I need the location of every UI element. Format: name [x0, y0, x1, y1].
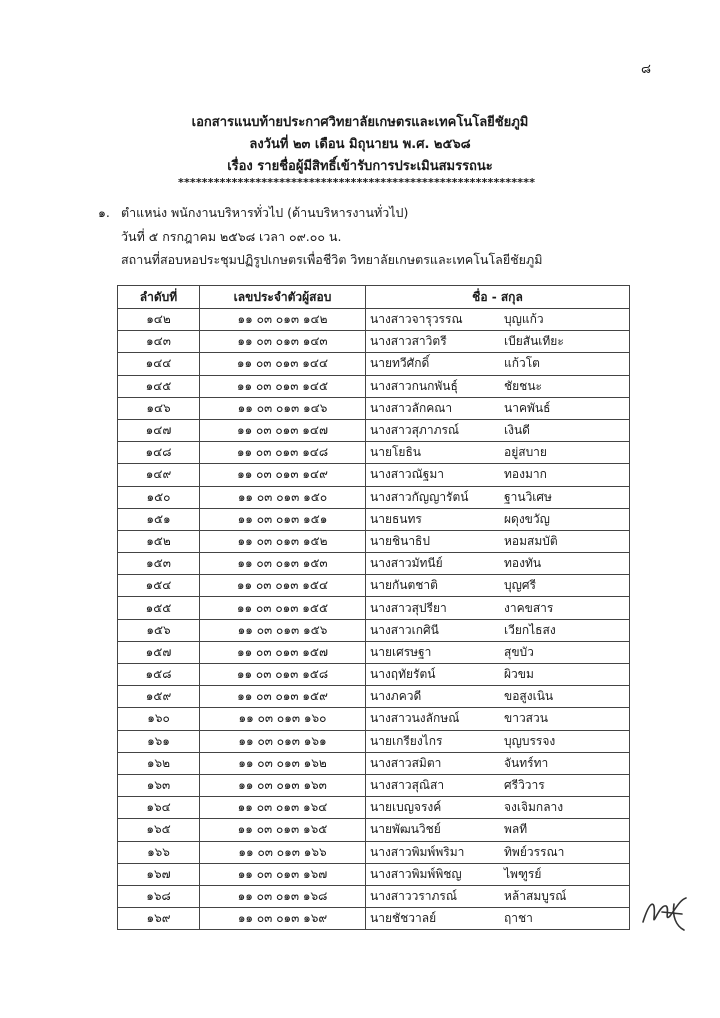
- row-full-name: [366, 619, 630, 641]
- row-order: ๑๖๑: [118, 730, 200, 752]
- table-row: [118, 908, 630, 930]
- row-exam-id: ๑๑ ๐๓ ๐๑๓ ๑๕๐: [200, 486, 366, 508]
- row-last-name: ฤาชา: [504, 911, 533, 926]
- row-last-name: ขาวสวน: [504, 711, 548, 726]
- row-full-name: [366, 708, 630, 730]
- row-last-name: ขอสูงเนิน: [504, 689, 554, 704]
- row-first-name: นางสาวเกศินี: [370, 622, 439, 637]
- exam-date: วันที่ ๕ กรกฎาคม ๒๕๖๘: [121, 229, 256, 244]
- row-full-name: [366, 442, 630, 464]
- table-row: [118, 575, 630, 597]
- row-full-name: [366, 353, 630, 375]
- table-row: [118, 530, 630, 552]
- row-first-name: นายโยธิน: [370, 445, 421, 460]
- row-full-name: [366, 309, 630, 331]
- row-first-name: นางฤทัยรัตน์: [370, 667, 436, 682]
- row-last-name: หอมสมบัติ: [504, 533, 558, 548]
- exam-schedule: [121, 227, 521, 247]
- row-first-name: นายเศรษฐา: [370, 644, 432, 659]
- position-title: ตำแหน่ง พนักงานบริหารทั่วไป (ด้านบริหารงานทั่วไป): [121, 205, 409, 220]
- row-full-name: [366, 752, 630, 774]
- row-first-name: นายเกรียงไกร: [370, 733, 443, 748]
- row-exam-id: ๑๑ ๐๓ ๐๑๓ ๑๔๙: [200, 464, 366, 486]
- row-order: ๑๔๖: [118, 397, 200, 419]
- table-row: [118, 774, 630, 796]
- row-last-name: จันทร์ทา: [504, 755, 549, 770]
- table-row: [118, 331, 630, 353]
- table-row: [118, 464, 630, 486]
- row-order: ๑๖๖: [118, 841, 200, 863]
- table-row: [118, 597, 630, 619]
- row-full-name: [366, 664, 630, 686]
- row-first-name: นางสาวจารุวรรณ: [370, 312, 463, 327]
- row-first-name: นางสาวพิมพ์พิชญ: [370, 866, 462, 881]
- row-full-name: [366, 375, 630, 397]
- row-last-name: เบียสันเทียะ: [504, 334, 564, 349]
- row-first-name: นางสาวสุณิสา: [370, 778, 445, 793]
- row-exam-id: ๑๑ ๐๓ ๐๑๓ ๑๕๓: [200, 553, 366, 575]
- row-full-name: [366, 819, 630, 841]
- row-full-name: [366, 885, 630, 907]
- row-order: ๑๖๓: [118, 774, 200, 796]
- exam-time: เวลา ๐๙.๐๐ น.: [259, 229, 342, 244]
- row-exam-id: ๑๑ ๐๓ ๐๑๓ ๑๔๒: [200, 309, 366, 331]
- row-order: ๑๕๕: [118, 597, 200, 619]
- row-full-name: [366, 419, 630, 441]
- row-full-name: [366, 774, 630, 796]
- row-last-name: พลที: [504, 822, 528, 837]
- header-separator: ************************************************************: [178, 176, 536, 189]
- row-full-name: [366, 730, 630, 752]
- row-order: ๑๔๙: [118, 464, 200, 486]
- page-number: ๘: [641, 62, 652, 77]
- row-exam-id: ๑๑ ๐๓ ๐๑๓ ๑๖๙: [200, 908, 366, 930]
- row-last-name: ทองมาก: [504, 467, 547, 482]
- header-subject: เรื่อง รายชื่อผู้มีสิทธิ์เข้ารับการประเมินสมรรถนะ: [227, 159, 493, 174]
- row-order: ๑๖๙: [118, 908, 200, 930]
- row-first-name: นางสาววราภรณ์: [370, 888, 458, 903]
- row-last-name: สุขบัว: [504, 644, 534, 659]
- section-number: ๑.: [98, 205, 110, 220]
- row-exam-id: ๑๑ ๐๓ ๐๑๓ ๑๖๘: [200, 885, 366, 907]
- table-row: [118, 708, 630, 730]
- row-first-name: นายชัชวาลย์: [370, 911, 437, 926]
- document-header: [0, 112, 720, 178]
- row-first-name: นายทวีศักดิ์: [370, 356, 430, 371]
- header-exam-id: เลขประจำตัวผู้สอบ: [200, 286, 366, 309]
- row-first-name: นางสาวณัฐมา: [370, 467, 445, 482]
- signature-mark: [640, 892, 692, 936]
- row-last-name: เวียกไธสง: [504, 622, 556, 637]
- row-first-name: นางสาวสุภาภรณ์: [370, 423, 460, 438]
- row-exam-id: ๑๑ ๐๓ ๐๑๓ ๑๕๘: [200, 664, 366, 686]
- row-exam-id: ๑๑ ๐๓ ๐๑๓ ๑๕๔: [200, 575, 366, 597]
- row-full-name: [366, 797, 630, 819]
- row-full-name: [366, 530, 630, 552]
- row-first-name: นายพัฒนวิชย์: [370, 822, 441, 837]
- row-exam-id: ๑๑ ๐๓ ๐๑๓ ๑๕๒: [200, 530, 366, 552]
- row-order: ๑๕๔: [118, 575, 200, 597]
- table-row: [118, 353, 630, 375]
- row-last-name: ทิพย์วรรณา: [504, 844, 565, 859]
- row-first-name: นายกันตชาติ: [370, 578, 438, 593]
- row-exam-id: ๑๑ ๐๓ ๐๑๓ ๑๖๔: [200, 797, 366, 819]
- row-last-name: ชัยชนะ: [504, 378, 542, 393]
- row-exam-id: ๑๑ ๐๓ ๐๑๓ ๑๔๘: [200, 442, 366, 464]
- candidate-table: [117, 285, 630, 930]
- row-exam-id: ๑๑ ๐๓ ๐๑๓ ๑๔๖: [200, 397, 366, 419]
- table-row: [118, 553, 630, 575]
- row-last-name: หล้าสมบูรณ์: [504, 888, 567, 903]
- row-last-name: ผดุงขวัญ: [504, 511, 550, 526]
- row-first-name: นางสาวพิมพ์พริมา: [370, 844, 465, 859]
- row-last-name: บุญบรรจง: [504, 733, 556, 748]
- row-full-name: [366, 575, 630, 597]
- row-exam-id: ๑๑ ๐๓ ๐๑๓ ๑๕๙: [200, 686, 366, 708]
- row-exam-id: ๑๑ ๐๓ ๐๑๓ ๑๕๕: [200, 597, 366, 619]
- row-order: ๑๕๘: [118, 664, 200, 686]
- row-order: ๑๔๗: [118, 419, 200, 441]
- row-first-name: นางสาวสุปรียา: [370, 600, 447, 615]
- table-row: [118, 375, 630, 397]
- row-order: ๑๕๓: [118, 553, 200, 575]
- table-header-row: [118, 286, 630, 309]
- row-last-name: ผิวขม: [504, 667, 534, 682]
- row-full-name: [366, 553, 630, 575]
- table-row: [118, 419, 630, 441]
- row-order: ๑๕๖: [118, 619, 200, 641]
- position-line: [0, 203, 720, 223]
- row-exam-id: ๑๑ ๐๓ ๐๑๓ ๑๖๑: [200, 730, 366, 752]
- row-first-name: นายเบญจรงค์: [370, 800, 442, 815]
- row-exam-id: ๑๑ ๐๓ ๐๑๓ ๑๔๕: [200, 375, 366, 397]
- table-row: [118, 797, 630, 819]
- table-row: [118, 863, 630, 885]
- row-exam-id: ๑๑ ๐๓ ๐๑๓ ๑๖๖: [200, 841, 366, 863]
- table-row: [118, 309, 630, 331]
- row-order: ๑๖๕: [118, 819, 200, 841]
- row-order: ๑๔๔: [118, 353, 200, 375]
- row-full-name: [366, 597, 630, 619]
- header-date: ลงวันที่ ๒๓ เดือน มิถุนายน พ.ศ. ๒๕๖๘: [249, 137, 471, 152]
- table-row: [118, 664, 630, 686]
- table-row: [118, 508, 630, 530]
- row-first-name: นายชินาธิป: [370, 533, 430, 548]
- row-order: ๑๖๗: [118, 863, 200, 885]
- row-last-name: ไพฑูรย์: [504, 866, 542, 881]
- row-order: ๑๕๗: [118, 641, 200, 663]
- table-row: [118, 486, 630, 508]
- row-full-name: [366, 641, 630, 663]
- row-order: ๑๔๒: [118, 309, 200, 331]
- row-order: ๑๔๕: [118, 375, 200, 397]
- row-first-name: นางสาวสมิตา: [370, 755, 442, 770]
- table-row: [118, 641, 630, 663]
- row-order: ๑๕๒: [118, 530, 200, 552]
- row-order: ๑๕๑: [118, 508, 200, 530]
- table-row: [118, 619, 630, 641]
- table-row: [118, 442, 630, 464]
- row-last-name: งาคขสาร: [504, 600, 554, 615]
- row-order: ๑๖๔: [118, 797, 200, 819]
- row-last-name: ฐานวิเศษ: [504, 489, 552, 504]
- header-full-name: ชื่อ - สกุล: [366, 286, 630, 309]
- row-order: ๑๕๙: [118, 686, 200, 708]
- row-order: ๑๔๘: [118, 442, 200, 464]
- row-exam-id: ๑๑ ๐๓ ๐๑๓ ๑๕๗: [200, 641, 366, 663]
- row-first-name: นางภควดี: [370, 689, 422, 704]
- row-exam-id: ๑๑ ๐๓ ๐๑๓ ๑๖๗: [200, 863, 366, 885]
- row-full-name: [366, 686, 630, 708]
- row-order: ๑๕๐: [118, 486, 200, 508]
- row-exam-id: ๑๑ ๐๓ ๐๑๓ ๑๔๔: [200, 353, 366, 375]
- table-row: [118, 752, 630, 774]
- row-exam-id: ๑๑ ๐๓ ๐๑๓ ๑๖๐: [200, 708, 366, 730]
- row-full-name: [366, 508, 630, 530]
- row-full-name: [366, 486, 630, 508]
- row-order: ๑๖๒: [118, 752, 200, 774]
- row-exam-id: ๑๑ ๐๓ ๐๑๓ ๑๕๑: [200, 508, 366, 530]
- row-last-name: ศรีวิวาร: [504, 778, 545, 793]
- header-title: เอกสารแนบท้ายประกาศวิทยาลัยเกษตรและเทคโนโลยีชัยภูมิ: [191, 115, 529, 130]
- table-row: [118, 397, 630, 419]
- row-last-name: ทองทัน: [504, 556, 542, 571]
- row-full-name: [366, 464, 630, 486]
- row-exam-id: ๑๑ ๐๓ ๐๑๓ ๑๖๒: [200, 752, 366, 774]
- row-full-name: [366, 331, 630, 353]
- row-first-name: นายธนทร: [370, 511, 422, 526]
- row-exam-id: ๑๑ ๐๓ ๐๑๓ ๑๖๓: [200, 774, 366, 796]
- row-first-name: นางสาวกัญญารัตน์: [370, 489, 469, 504]
- row-order: ๑๖๐: [118, 708, 200, 730]
- row-exam-id: ๑๑ ๐๓ ๐๑๓ ๑๖๕: [200, 819, 366, 841]
- row-full-name: [366, 397, 630, 419]
- row-last-name: นาคพันธ์: [504, 400, 551, 415]
- row-last-name: บุญศรี: [504, 578, 536, 593]
- row-exam-id: ๑๑ ๐๓ ๐๑๓ ๑๔๗: [200, 419, 366, 441]
- row-order: ๑๖๘: [118, 885, 200, 907]
- row-full-name: [366, 863, 630, 885]
- row-last-name: อยู่สบาย: [504, 445, 547, 460]
- row-last-name: บุญแก้ว: [504, 312, 544, 327]
- header-order: ลำดับที่: [118, 286, 200, 309]
- row-exam-id: ๑๑ ๐๓ ๐๑๓ ๑๔๓: [200, 331, 366, 353]
- table-row: [118, 686, 630, 708]
- table-row: [118, 885, 630, 907]
- row-exam-id: ๑๑ ๐๓ ๐๑๓ ๑๕๖: [200, 619, 366, 641]
- table-row: [118, 841, 630, 863]
- row-order: ๑๔๓: [118, 331, 200, 353]
- table-row: [118, 819, 630, 841]
- row-last-name: แก้วโต: [504, 356, 540, 371]
- exam-venue: สถานที่สอบหอประชุมปฏิรูปเกษตรเพื่อชีวิต วิทยาลัยเกษตรและเทคโนโลยีชัยภูมิ: [121, 252, 543, 267]
- row-first-name: นางสาวสาวิตรี: [370, 334, 447, 349]
- row-full-name: [366, 908, 630, 930]
- table-row: [118, 730, 630, 752]
- row-last-name: เงินดี: [504, 423, 530, 438]
- row-first-name: นางสาวลักคณา: [370, 400, 453, 415]
- row-last-name: จงเจิมกลาง: [504, 800, 564, 815]
- row-first-name: นางสาวกนกพันธุ์: [370, 378, 458, 393]
- row-first-name: นางสาวมัทนีย์: [370, 556, 443, 571]
- row-full-name: [366, 841, 630, 863]
- row-first-name: นางสาวนงลักษณ์: [370, 711, 460, 726]
